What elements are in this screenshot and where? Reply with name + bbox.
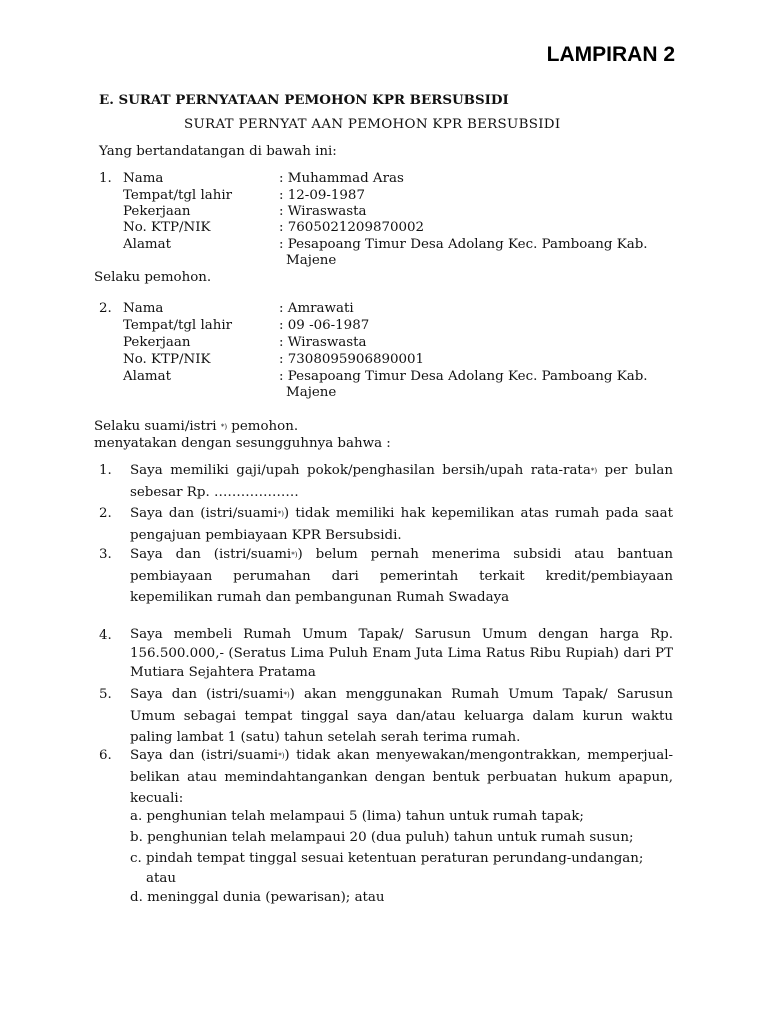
item-2-number: 2. (99, 506, 112, 521)
item-3-text (130, 544, 673, 608)
item-4-number: 4. (99, 628, 112, 643)
person-2-value-nik: : 7308095906890001 (279, 352, 425, 367)
person-1-address-cont: Majene (286, 253, 337, 268)
person-1-label-nik: No. KTP/NIK (123, 220, 211, 235)
person-2-label-nik: No. KTP/NIK (123, 352, 211, 367)
person-1-number: 1. (99, 171, 112, 186)
person-2-value-name: : Amrawati (279, 301, 354, 316)
person-2-role-text: Selaku suami/istri (94, 419, 221, 434)
person-2-label-name: Nama (123, 301, 164, 316)
item-6-text-a: Saya dan (istri/suami (130, 748, 279, 763)
item-6-text (130, 745, 673, 809)
item-3-text-a: Saya dan (istri/suami (130, 547, 292, 562)
item-1-text-b: per bulan sebesar Rp. ………………. (130, 463, 674, 500)
footnote-mark: *) (278, 752, 285, 760)
item-3-text-b: ) belum pernah menerima subsidi atau bantuan pembiayaan perumahan dari pemerintah terkait kredit/pembiayaan kepemilikan rumah dan pembangunan Rumah Swadaya (130, 547, 674, 605)
person-1-value-birth: : 12-09-1987 (279, 188, 365, 203)
person-1-value-nik: : 7605021209870002 (279, 220, 425, 235)
item-2-text-b: ) tidak memiliki hak kepemilikan atas rumah pada saat pengajuan pembiayaan KPR Bersubsidi. (130, 506, 673, 543)
person-2-value-address: : Pesapoang Timur Desa Adolang Kec. Pamboang Kab. (279, 369, 648, 384)
intro-text: Yang bertandatangan di bawah ini: (99, 144, 337, 159)
item-5-text (130, 684, 673, 748)
item-6-number: 6. (99, 748, 112, 763)
document-title: SURAT PERNYAT AAN PEMOHON KPR BERSUBSIDI (184, 117, 561, 132)
person-1-label-job: Pekerjaan (123, 204, 191, 219)
person-1-value-name: : Muhammad Aras (279, 171, 404, 186)
person-2-label-job: Pekerjaan (123, 335, 191, 350)
item-5-text-a: Saya dan (istri/suami (130, 687, 284, 702)
subitem-c: c. pindah tempat tinggal sesuai ketentuan peraturan perundang-undangan; (130, 851, 644, 866)
person-1-value-address: : Pesapoang Timur Desa Adolang Kec. Pamboang Kab. (279, 237, 648, 252)
item-5-number: 5. (99, 687, 112, 702)
item-2-text (130, 503, 673, 546)
item-1-number: 1. (99, 463, 112, 478)
subitem-b: b. penghunian telah melampaui 20 (dua puluh) tahun untuk rumah susun; (130, 830, 634, 845)
person-1-role: Selaku pemohon. (94, 270, 212, 285)
lampiran-label: LAMPIRAN 2 (546, 43, 675, 66)
declaration-text: menyatakan dengan sesungguhnya bahwa : (94, 436, 391, 451)
person-2-value-birth: : 09 -06-1987 (279, 318, 370, 333)
person-2-role (94, 418, 298, 436)
footnote-mark: *) (291, 551, 298, 559)
person-1-label-name: Nama (123, 171, 164, 186)
person-1-label-birth: Tempat/tgl lahir (123, 188, 233, 203)
person-2-label-birth: Tempat/tgl lahir (123, 318, 233, 333)
section-title: E. SURAT PERNYATAAN PEMOHON KPR BERSUBSIDI (99, 92, 509, 108)
person-2-value-job: : Wiraswasta (279, 335, 367, 350)
footnote-mark: *) (590, 467, 598, 475)
person-1-value-job: : Wiraswasta (279, 204, 367, 219)
footnote-mark: *) (277, 510, 284, 518)
item-5-text-b: ) akan menggunakan Rumah Umum Tapak/ Sarusun Umum sebagai tempat tinggal saya dan/atau keluarga dalam kurun waktu paling lambat 1 (satu) tahun setelah serah terima rumah. (130, 687, 673, 745)
item-1-text (130, 460, 673, 503)
person-2-label-address: Alamat (123, 369, 171, 384)
item-1-text-a: Saya memiliki gaji/upah pokok/penghasilan bersih/upah rata-rata (130, 463, 591, 478)
item-4-text: Saya membeli Rumah Umum Tapak/ Sarusun Umum dengan harga Rp. 156.500.000,- (Seratus Lima Puluh Enam Juta Lima Ratus Ribu Rupiah) dari PT Mutiara Sejahtera Pratama (130, 627, 673, 680)
footnote-mark: *) (283, 691, 290, 699)
person-1-label-address: Alamat (123, 237, 171, 252)
item-3-number: 3. (99, 547, 112, 562)
item-2-text-a: Saya dan (istri/suami (130, 506, 278, 521)
subitem-c-cont: atau (146, 871, 176, 886)
subitem-d: d. meninggal dunia (pewarisan); atau (130, 890, 385, 905)
subitem-a: a. penghunian telah melampaui 5 (lima) tahun untuk rumah tapak; (130, 809, 584, 824)
item-6-text-b: ) tidak akan menyewakan/mengontrakkan, memperjual-belikan atau memindahtangankan dengan bentuk perbuatan hukum apapun, kecuali: (130, 748, 673, 806)
person-2-address-cont: Majene (286, 385, 337, 400)
footnote-mark: *) (220, 423, 228, 431)
person-2-role-suffix: pemohon. (227, 419, 299, 434)
person-2-number: 2. (99, 301, 112, 316)
